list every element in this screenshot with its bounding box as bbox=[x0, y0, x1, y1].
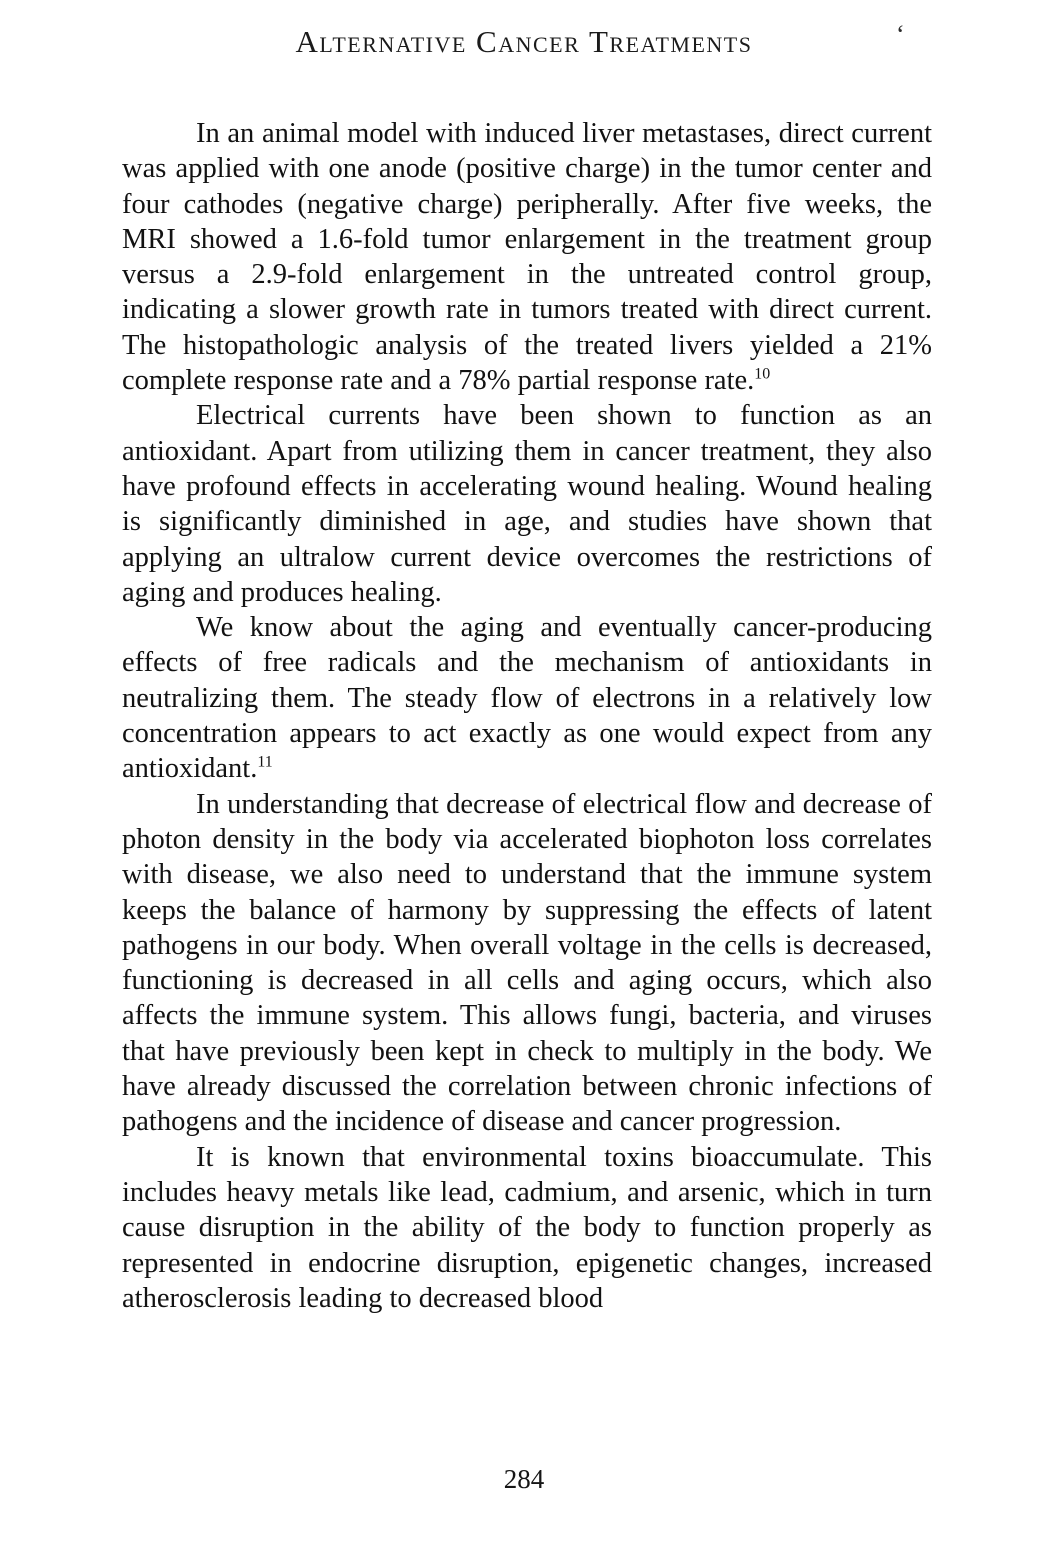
scan-artifact-mark: ‘ bbox=[896, 20, 905, 49]
paragraph-text: We know about the aging and eventually cancer-producing effects of free radicals and the mechanism of antioxidants in neutralizing them. The steady flow of electrons in a relatively low concentration appears to act exactly as one would expect from any antioxidant. bbox=[122, 612, 932, 785]
paragraph-1 bbox=[122, 116, 932, 398]
paragraph-3 bbox=[122, 610, 932, 786]
body-text-block bbox=[122, 116, 932, 1316]
footnote-ref-10: 10 bbox=[754, 365, 771, 383]
paragraph-5 bbox=[122, 1140, 932, 1316]
paragraph-text: In understanding that decrease of electrical flow and decrease of photon density in the body via accelerated biophoton loss correlates with disease, we also need to understand that the immune system keeps the balance of harmony by suppressing the effects of latent pathogens in our body. When overall voltage in the cells is decreased, functioning is decreased in all cells and aging occurs, which also affects the immune system. This allows fungi, bacteria, and viruses that have previously been kept in check to multiply in the body. We have already discussed the correlation between chronic infections of pathogens and the incidence of disease and cancer progression. bbox=[122, 788, 932, 1138]
running-head: Alternative Cancer Treatments bbox=[295, 24, 753, 59]
paragraph-text: It is known that environmental toxins bioaccumulate. This includes heavy metals like lead, cadmium, and arsenic, which in turn cause disruption in the ability of the body to function properly as represented in endocrine disruption, epigenetic changes, increased atherosclerosis leading to decreased blood bbox=[122, 1141, 932, 1314]
page-number: 284 bbox=[503, 1464, 545, 1494]
paragraph-2 bbox=[122, 398, 932, 610]
paragraph-text: In an animal model with induced liver metastases, direct current was applied with one anode (positive charge) in the tumor center and four cathodes (negative charge) peripherally. After five weeks, the MRI showed a 1.6-fold tumor enlargement in the treatment group versus a 2.9-fold enlargement in the untreated control group, indicating a slower growth rate in tumors treated with direct current. The histopathologic analysis of the treated livers yielded a 21% complete response rate and a 78% partial response rate. bbox=[122, 118, 932, 397]
paragraph-text: Electrical currents have been shown to function as an antioxidant. Apart from utilizing them in cancer treatment, they also have profound effects in accelerating wound healing. Wound healing is significantly diminished in age, and studies have shown that applying an ultralow current device overcomes the restrictions of aging and produces healing. bbox=[122, 400, 932, 608]
paragraph-4 bbox=[122, 787, 932, 1140]
footnote-ref-11: 11 bbox=[257, 753, 273, 771]
